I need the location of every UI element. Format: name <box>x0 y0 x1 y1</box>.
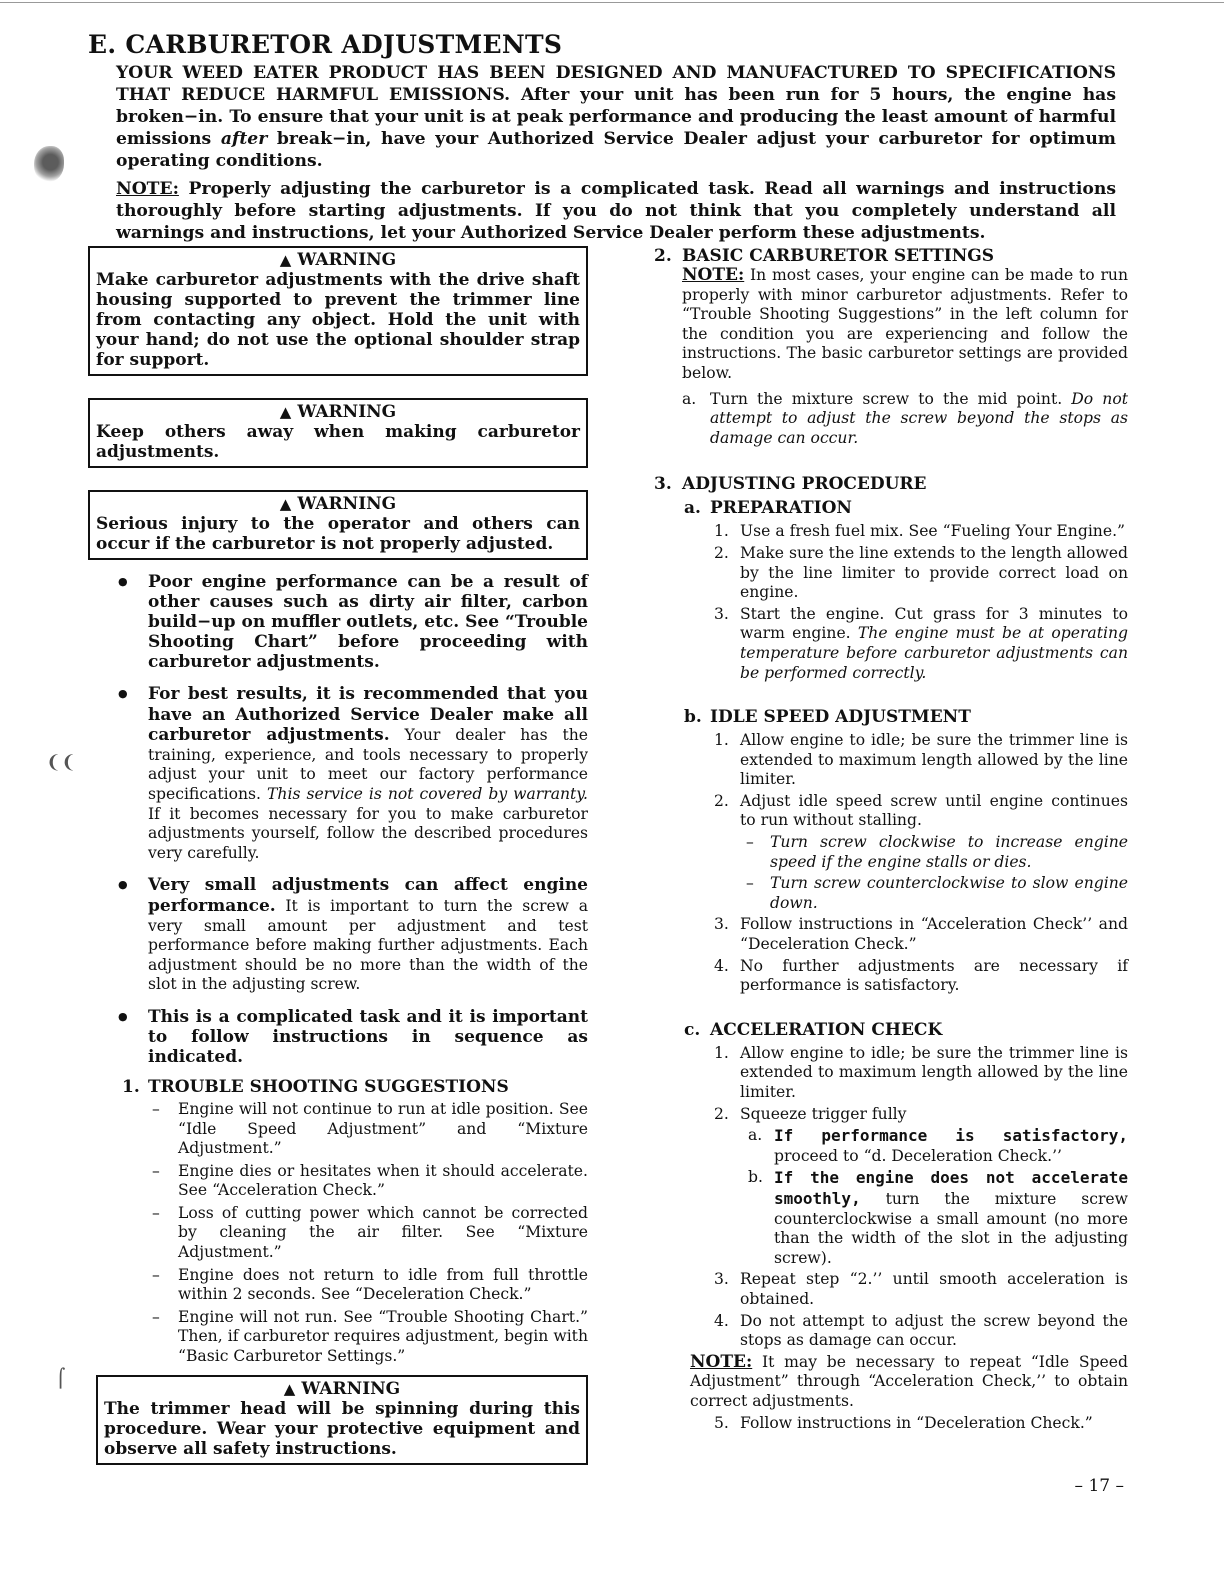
item-text: turn the mixture screw counterclockwise a small amount (no more than the width of the slot in the adjusting screw). <box>774 1189 1128 1267</box>
item-number: 1. <box>714 522 729 541</box>
item-number: 2. <box>714 543 729 562</box>
top-note <box>116 178 1116 244</box>
bullet-italic: This service is not covered by warranty. <box>267 784 589 803</box>
item-italic: Turn screw counterclockwise to slow engine down. <box>770 874 1128 912</box>
sub-title: ACCELERATION CHECK <box>710 1019 943 1040</box>
bullet-text: If it becomes necessary for you to make carburetor adjustments yourself, follow the described procedures very carefully. <box>148 804 588 862</box>
item-text: Allow engine to idle; be sure the trimmer line is extended to maximum length allowed by the line limiter. <box>740 731 1128 789</box>
item-text: Adjust idle speed screw until engine continues to run without stalling. <box>740 791 1128 830</box>
dash-item: – Engine dies or hesitates when it should accelerate. See “Acceleration Check.” <box>88 1162 588 1201</box>
list-item: 5. Follow instructions in “Deceleration Check.” <box>714 1413 1093 1432</box>
warning-icon: ▲ <box>279 403 292 421</box>
note-text: In most cases, your engine can be made to run properly with minor carburetor adjustments. Refer to “Trouble Shooting Suggestions” in the left column for the condition you are experiencing and follow the instructions. The basic carburetor settings are provided below. <box>682 266 1128 382</box>
item-text: proceed to “d. Deceleration Check.’’ <box>774 1146 1062 1165</box>
dash-item: – Engine will not run. See “Trouble Shooting Chart.” Then, if carburetor requires adjustment, begin with “Basic Carburetor Settings.” <box>88 1308 588 1367</box>
note-label: NOTE: <box>116 179 179 199</box>
bullet-item: ● This is a complicated task and it is important to follow instructions in sequence as indicated. <box>88 1007 588 1067</box>
warning-title <box>96 494 580 514</box>
left-column <box>88 246 588 1487</box>
scan-speck: ⌠ <box>56 1368 66 1389</box>
dash-item <box>650 833 1128 872</box>
item-text: Allow engine to idle; be sure the trimmer line is extended to maximum length allowed by the line limiter. <box>740 1043 1128 1101</box>
subsection-number: 3. <box>654 474 672 495</box>
item-bold: If performance is satisfactory, <box>774 1126 1128 1146</box>
list-item: b. If the engine does not accelerate smoothly, turn the mixture screw counterclockwise a small amount (no more than the width of the slot in the adjusting screw). <box>748 1168 1128 1267</box>
intro-text: YOUR WEED EATER PRODUCT HAS BEEN DESIGNED AND MANUFACTURED TO SPECIFICATIONS THAT REDUCE HARMFUL EMISSIONS. After your unit has been run for 5 hours, the engine has broken−in. To ensure that your unit is at peak performance and producing the least amount of harmful emissions <box>116 63 1116 149</box>
item-text: Do not attempt to adjust the screw beyond the stops as damage can occur. <box>740 1311 1128 1350</box>
sub-letter: b. <box>684 707 702 728</box>
item-text: Turn the mixture screw to the mid point. <box>710 389 1072 408</box>
sub-heading <box>650 707 1128 727</box>
item-text: No further adjustments are necessary if performance is satisfactory. <box>740 956 1128 995</box>
dash-item <box>650 874 1128 913</box>
note-label: NOTE: <box>690 1351 753 1372</box>
dash-item: – Engine does not return to idle from full throttle within 2 seconds. See “Deceleration Check.” <box>88 1266 588 1305</box>
item-italic: Turn screw clockwise to increase engine speed if the engine stalls or dies. <box>770 833 1128 871</box>
list-item: 1. Allow engine to idle; be sure the trimmer line is extended to maximum length allowed by the line limiter. <box>714 1043 1128 1101</box>
item-text: Follow instructions in “Acceleration Check’’ and “Deceleration Check.” <box>740 915 1128 954</box>
bullet-item: ● Poor engine performance can be a result of other causes such as dirty air filter, carbon build−up on muffler outlets, etc. See “Trouble Shooting Chart” before proceeding with carburetor adjustments. <box>88 572 588 672</box>
warning-text: Make carburetor adjustments with the drive shaft housing supported to prevent the trimmer line from contacting any object. Hold the unit with your hand; do not use the optional shoulder strap for support. <box>96 270 580 370</box>
item-text: Use a fresh fuel mix. See “Fueling Your Engine.” <box>740 522 1126 541</box>
list-item: a. If performance is satisfactory, proceed to “d. Deceleration Check.’’ <box>748 1126 1128 1165</box>
item-italic: The engine must be at operating temperature before carburetor adjustments can be performed correctly. <box>740 624 1128 682</box>
accel-note <box>650 1353 1128 1412</box>
warning-text: Serious injury to the operator and others can occur if the carburetor is not properly adjusted. <box>96 514 580 554</box>
page-number: – 17 – <box>1074 1476 1124 1496</box>
warning-title <box>96 250 580 270</box>
scan-edge-line <box>0 2 1224 3</box>
warning-text: Keep others away when making carburetor adjustments. <box>96 422 580 462</box>
item-number: 3. <box>714 604 729 623</box>
subsection-number: 2. <box>654 246 672 266</box>
warning-title <box>96 402 580 422</box>
sub-letter: c. <box>684 1019 701 1040</box>
bullet-text: Your dealer has the training, experience, and tools necessary to properly adjust your unit to meet our factory performance specifications. <box>148 726 588 803</box>
note-label: NOTE: <box>682 265 745 285</box>
warning-title-text: WARNING <box>297 494 397 514</box>
item-text: Make sure the line extends to the length allowed by the line limiter to provide correct load on engine. <box>740 543 1128 602</box>
dash-item: – Loss of cutting power which cannot be corrected by cleaning the air filter. See “Mixture Adjustment.” <box>88 1204 588 1263</box>
warning-title-text: WARNING <box>297 250 397 270</box>
bullet-text: It is important to turn the screw a very small amount per adjustment and test performance before making further adjustments. Each adjustment should be no more than the width of the slot in the adjusting screw. <box>148 896 588 994</box>
item-text: Squeeze trigger fully <box>740 1104 907 1123</box>
right-column <box>650 246 1128 1435</box>
list-item: 2. Squeeze trigger fully <box>714 1104 907 1123</box>
subsection-heading <box>650 246 1128 266</box>
warning-box <box>88 246 588 376</box>
subsection-title: TROUBLE SHOOTING SUGGESTIONS <box>148 1076 509 1097</box>
item-text: Follow instructions in “Deceleration Check.” <box>740 1413 1093 1432</box>
sub-title: PREPARATION <box>710 498 852 519</box>
warning-title-text: WARNING <box>297 402 397 422</box>
subsection-number: 1. <box>122 1076 140 1097</box>
note-text: Properly adjusting the carburetor is a complicated task. Read all warnings and instructions thoroughly before starting adjustments. If you do not think that you completely understand all warnings and instructions, let your Authorized Service Dealer perform these adjustments. <box>116 179 1116 243</box>
list-item: 4. Do not attempt to adjust the screw beyond the stops as damage can occur. <box>714 1311 1128 1350</box>
note-text: It may be necessary to repeat “Idle Speed Adjustment” through “Acceleration Check,’’ to obtain correct adjustments. <box>690 1352 1128 1410</box>
item-bold: If the engine does not accelerate smoothly, <box>774 1168 1128 1208</box>
item-text: Start the engine. Cut grass for 3 minutes to warm engine. <box>740 604 1128 643</box>
scan-blot <box>34 146 64 182</box>
list-item: 4. No further adjustments are necessary if performance is satisfactory. <box>714 956 1128 995</box>
list-item: 3. Repeat step “2.’’ until smooth acceleration is obtained. <box>714 1270 1128 1308</box>
warning-icon: ▲ <box>279 251 292 269</box>
warning-box <box>88 490 588 560</box>
item-letter: a. <box>682 389 697 408</box>
list-item: 3. Follow instructions in “Acceleration Check’’ and “Deceleration Check.” <box>714 915 1128 954</box>
bullet-item <box>88 875 588 995</box>
sub-title: IDLE SPEED ADJUSTMENT <box>710 707 971 728</box>
list-item <box>650 544 1128 603</box>
item-italic: Do not attempt to adjust the screw beyond the stops as damage can occur. <box>710 389 1128 447</box>
item-text: Repeat step “2.’’ until smooth acceleration is obtained. <box>740 1270 1128 1308</box>
sub-heading <box>650 1020 1128 1040</box>
list-item <box>650 390 1128 449</box>
intro-text-end: break−in, have your Authorized Service Dealer adjust your carburetor for optimum operating conditions. <box>116 129 1116 171</box>
intro-paragraph <box>116 62 1116 172</box>
scan-speck: ❨❨ <box>46 752 77 773</box>
sub-letter: a. <box>684 498 701 519</box>
subsection-heading <box>650 474 1128 494</box>
subsection-heading <box>88 1077 588 1097</box>
sub-heading <box>650 498 1128 518</box>
warning-icon: ▲ <box>279 495 292 513</box>
warning-box <box>88 398 588 468</box>
warning-icon: ▲ <box>283 1379 296 1398</box>
basic-note <box>650 266 1128 384</box>
list-item: 1. Allow engine to idle; be sure the trimmer line is extended to maximum length allowed by the line limiter. <box>714 731 1128 789</box>
bullet-item <box>88 684 588 863</box>
list-item <box>650 522 1128 542</box>
bullet-bold: For best results, it is recommended that you have an Authorized Service Dealer make all carburetor adjustments. <box>148 684 588 746</box>
subsection-title: BASIC CARBURETOR SETTINGS <box>682 246 995 266</box>
list-item: 2. Adjust idle speed screw until engine continues to run without stalling. <box>714 791 1128 830</box>
warning-title <box>104 1379 580 1399</box>
dash-item: – Engine will not continue to run at idle position. See “Idle Speed Adjustment” and “Mixture Adjustment.” <box>88 1100 588 1159</box>
subsection-title: ADJUSTING PROCEDURE <box>682 474 927 495</box>
section-heading: E. CARBURETOR ADJUSTMENTS <box>88 30 563 59</box>
warning-box <box>96 1375 588 1465</box>
intro-italic: after <box>220 129 268 149</box>
list-item <box>650 605 1128 683</box>
bullet-bold: Very small adjustments can affect engine performance. <box>148 875 588 916</box>
warning-text: The trimmer head will be spinning during this procedure. Wear your protective equipment and observe all safety instructions. <box>104 1398 580 1459</box>
warning-title-text: WARNING <box>301 1378 401 1399</box>
